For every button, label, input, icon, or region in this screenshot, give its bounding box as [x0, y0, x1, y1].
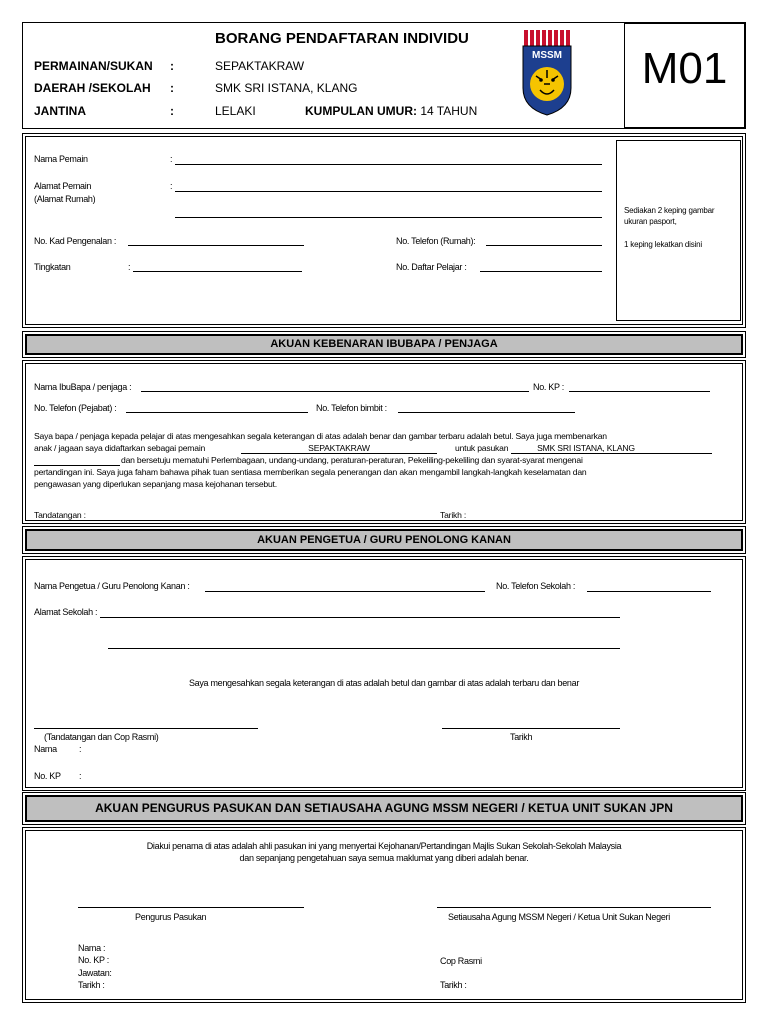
manager-sign-label: Pengurus Pasukan — [135, 912, 207, 922]
parent-date-label: Tarikh : — [440, 510, 467, 520]
parent-sign-label: Tandatangan : — [34, 510, 86, 520]
phone-home-label: No. Telefon (Rumah): — [396, 236, 476, 246]
district-value: SMK SRI ISTANA, KLANG — [215, 81, 358, 95]
principal-nama-label: Nama — [34, 744, 57, 754]
manager-sign-field[interactable] — [78, 907, 304, 908]
mssm-logo-icon — [522, 28, 572, 116]
parent-kp-field[interactable] — [569, 391, 710, 392]
player-address-label: Alamat Pemain — [34, 181, 92, 191]
principal-name-label: Nama Pengetua / Guru Penolong Kanan : — [34, 581, 190, 591]
logo-stripes — [524, 30, 570, 46]
parent-name-label: Nama IbuBapa / penjaga : — [34, 382, 132, 392]
sport-value: SEPAKTAKRAW — [215, 59, 305, 73]
parent-team-value: SMK SRI ISTANA, KLANG — [537, 443, 635, 453]
age-value: 14 TAHUN — [420, 104, 478, 118]
parent-heading: AKUAN KEBENARAN IBUBAPA / PENJAGA — [25, 334, 743, 355]
mobile-field[interactable] — [398, 412, 575, 413]
school-address-label: Alamat Sekolah : — [34, 607, 98, 617]
parent-para-2b: untuk pasukan — [455, 443, 509, 453]
sport-label: PERMAINAN/SUKAN — [34, 59, 153, 73]
player-name-field[interactable] — [175, 164, 602, 165]
parent-para-3: dan bersetuju mematuhi Perlembagaan, undang-undang, peraturan-peraturan, Pekeliling-pekeliling dan syarat-syarat mengenai — [121, 455, 583, 465]
player-name-label: Nama Pemain — [34, 154, 88, 164]
form-code: M01 — [641, 44, 728, 93]
parent-sport-value: SEPAKTAKRAW — [308, 443, 370, 453]
secretary-sign-field[interactable] — [437, 907, 711, 908]
logo-text: MSSM — [532, 50, 562, 61]
player-address-sub: (Alamat Rumah) — [34, 194, 96, 204]
colon: : — [170, 81, 174, 95]
student-reg-field[interactable] — [480, 271, 602, 272]
office-phone-field[interactable] — [126, 412, 308, 413]
student-reg-label: No. Daftar Pelajar : — [396, 262, 467, 272]
photo-note-1: Sediakan 2 keping gambar ukuran pasport, — [624, 206, 715, 226]
parent-para-2a: anak / jagaan saya didaftarkan sebagai pemain — [34, 443, 206, 453]
parent-para-5: pengawasan yang diperlukan sepanjang masa kejohanan tersebut. — [34, 479, 277, 489]
colon: : — [170, 59, 174, 73]
principal-sign-field[interactable] — [34, 728, 258, 729]
manager-kp-label: No. KP : — [78, 955, 109, 965]
school-address-field-1[interactable] — [100, 617, 620, 618]
parent-para-1: Saya bapa / penjaga kepada pelajar di atas mengesahkan segala keterangan di atas adalah benar dan gambar terbaru adalah betul. Saya juga membenarkan — [34, 431, 607, 441]
manager-tarikh-label: Tarikh : — [78, 980, 105, 990]
school-phone-field[interactable] — [587, 591, 711, 592]
manager-jawatan-label: Jawatan: — [78, 968, 112, 978]
player-address-field-1[interactable] — [175, 191, 602, 192]
ic-field[interactable] — [128, 245, 304, 246]
principal-statement: Saya mengesahkan segala keterangan di atas adalah betul dan gambar di atas adalah terbaru dan benar — [188, 678, 580, 688]
principal-date-label: Tarikh — [510, 732, 533, 742]
secretary-tarikh-label: Tarikh : — [440, 980, 467, 990]
manager-nama-label: Nama : — [78, 943, 106, 953]
phone-home-field[interactable] — [486, 245, 602, 246]
parent-name-field[interactable] — [141, 391, 529, 392]
principal-name-field[interactable] — [205, 591, 485, 592]
parent-para-4: pertandingan ini. Saya juga faham bahawa pihak tuan sentiasa memberikan segala penerangan dan akan mengambil langkah-langkah keselamatan dan — [34, 467, 587, 477]
ic-label: No. Kad Pengenalan : — [34, 236, 117, 246]
gender-value: LELAKI — [215, 104, 256, 118]
age-group — [305, 104, 477, 118]
photo-note-2: 1 keping lekatkan disini — [624, 240, 702, 249]
form-level-label: Tingkatan — [34, 262, 71, 272]
school-phone-label: No. Telefon Sekolah : — [496, 581, 576, 591]
office-phone-label: No. Telefon (Pejabat) : — [34, 403, 117, 413]
school-address-field-2[interactable] — [108, 648, 620, 649]
mobile-label: No. Telefon bimbit : — [316, 403, 387, 413]
principal-kp-label: No. KP — [34, 771, 61, 781]
parent-kp-label: No. KP : — [533, 382, 564, 392]
official-stamp-label: Cop Rasmi — [440, 956, 482, 966]
manager-heading: AKUAN PENGURUS PASUKAN DAN SETIAUSAHA AGUNG MSSM NEGERI / KETUA UNIT SUKAN JPN — [25, 795, 743, 822]
principal-heading: AKUAN PENGETUA / GURU PENOLONG KANAN — [25, 529, 743, 551]
manager-statement-2: dan sepanjang pengetahuan saya semua maklumat yang diberi adalah benar. — [239, 853, 529, 863]
manager-statement-1: Diakui penama di atas adalah ahli pasukan ini yang menyertai Kejohanan/Pertandingan Majlis Sukan Sekolah-Sekolah Malaysia — [146, 841, 622, 851]
age-label: KUMPULAN UMUR: — [305, 104, 417, 118]
district-label: DAERAH /SEKOLAH — [34, 81, 151, 95]
form-level-field[interactable] — [133, 271, 302, 272]
gender-label: JANTINA — [34, 104, 87, 118]
principal-date-field[interactable] — [442, 728, 620, 729]
secretary-sign-label: Setiausaha Agung MSSM Negeri / Ketua Unit Sukan Negeri — [448, 912, 670, 922]
player-address-field-2[interactable] — [175, 217, 602, 218]
colon: : — [170, 104, 174, 118]
form-title: BORANG PENDAFTARAN INDIVIDU — [215, 30, 469, 47]
photo-box — [616, 140, 741, 321]
principal-sign-label: (Tandatangan dan Cop Rasmi) — [44, 732, 159, 742]
